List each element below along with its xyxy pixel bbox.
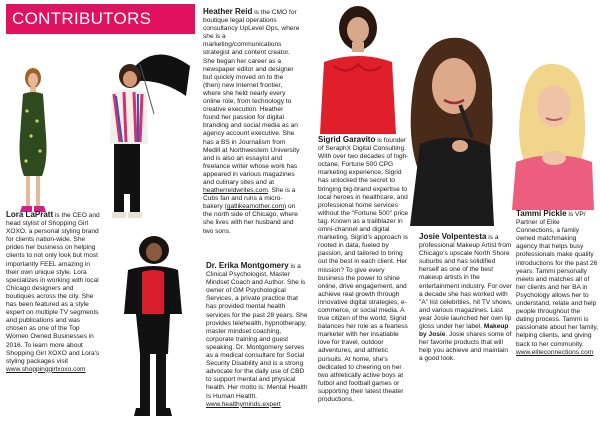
contributor-text: . Josie shares some of her favorite products that will help you achieve and maintain a good look.: [419, 331, 512, 363]
contributor-text: is a Clinical Psychologist, Master Mindset Coach and Author. She is owner of GM Psychological Services, a private practice that has provided mental health services for the past 28 years. She provides telehealth, hypnotherapy, master mindset coaching, corporate training and guest speaking. Dr. Montgomery serves as a medical consultant for Social Security Disability and is a strong advocate for the daily use of CBD to support mental and physical health. Her motto is: Mental Health Is Human Health.: [206, 263, 308, 400]
contributor-bio-tammi: [516, 210, 598, 420]
contributor-bio-josie: [419, 233, 513, 403]
contributor-photo-tammi: [508, 62, 596, 210]
contributor-name: Sigrid Garavito: [318, 136, 376, 144]
contributor-bio-heather: [203, 8, 301, 244]
contributor-photo-heather: [94, 44, 192, 220]
contributor-bio-lora: [6, 211, 102, 411]
contributor-photo-erika: [112, 236, 194, 420]
contributor-name: Josie Volpentesta: [419, 233, 487, 241]
contributor-link[interactable]: www.healthyminds.expert: [206, 400, 281, 408]
contributor-name: Lora LaPratt: [6, 211, 54, 219]
contributor-link[interactable]: www.eliteconnections.com: [516, 348, 594, 356]
contributor-text: is VP/ Partner of Elite Connections, a family owned matchmaking agency that helps busy professionals make quality introductions for the past 26 years. Tammi personally meets and matches all of her clients and her BA in Psychology allows her to understand, relate and help people throughout the dating process. Tammi is passionate about her family, helping clients, and giving back to her community.: [516, 211, 598, 348]
contributor-text: is the CMO for boutique legal operations consultancy UpLevel Ops, where she is a marketing/communications strategist and content creator. She began her career as a newspaper editor and designer but quickly moved on to the (then) new Internet frontier, where she held nearly every online role, from technology to creative execution. Heather found her passion for digital branding and social media as an agency account executive. She has a BS in Journalism from Medill at Northwestern University and is also an essayist and freelance writer whose work has appeared in various magazines and culinary sites and at: [203, 9, 300, 186]
contributor-text: is the CEO and head stylist of Shopping Girl XOXO, a personal styling brand for clients nation-wide. She prides her business on helping clients to not only look but most importantly FEEL amazing in their own unique style. Lora specializes in working with local Chicago designers and boutiques across the city. She has been featured as a style expert on multiple TV segments and publications and was chosen as one of the Top Women Owned Businesses in 2016. To learn more about Shopping Girl XOXO and Lora's styling packages visit: [6, 212, 100, 365]
contributor-name: Tammi Pickle: [516, 210, 567, 218]
contributor-text: is a professional Makeup Artist from Chicago's upscale North Shore suburbs and has solidified herself as one of the best makeup artists in the entertainment industry. For over a decade she has worked with "A" list celebrities, hit TV shows, and various magazines. Last year Josie launched her own lip gloss under her label,: [419, 234, 513, 331]
contributor-photo-lora: [12, 66, 54, 216]
contributor-text: . She is a Cubs fan and runs a micro-bakery (: [203, 187, 296, 211]
contributor-name: Heather Reid: [203, 8, 253, 16]
contributor-bio-sigrid: [318, 136, 412, 420]
contributor-link[interactable]: www.shoppinggirlxoxo.com: [6, 365, 86, 373]
product-name: Makeup by Josie: [419, 323, 509, 339]
contributor-photo-josie: [404, 34, 500, 226]
contributor-link[interactable]: heatherreidwrites.com: [203, 187, 268, 195]
contributor-name: Dr. Erika Montgomery: [206, 262, 289, 270]
contributor-text: is founder of SeraphX Digital Consulting. With over two decades of high-octane, Fortune 500 CPG marketing experience, Sigrid has unlocked the secret to bringing big-brand expertise to local heroes in healthcare, and professional home services without the "Fortune 500" price tag. Known as a trailblazer in omni-channel and digital marketing, Sigrid's approach is rooted in data, fueled by passion, and tailored to bring out the best in each client. Her mission? To give every business the power to shine online, drive engagement, and achieve real growth through innovative digital strategies, e-commerce, or social media. A true citizen of the world, Sigrid balances her role as a fearless marketer with her insatiable love for travel, outdoor adventures, and athletic pursuits. At home, she's dedicated to cheering on her two athletically active boys at futbol and football games or supporting their latest theater productions.: [318, 137, 409, 403]
contributor-bio-erika: [206, 262, 310, 422]
contributor-link[interactable]: gatlikeamother.com: [226, 203, 285, 211]
contributor-text: ) on the north side of Chicago, where she lives with her husband and two sons.: [203, 203, 298, 235]
contributor-photo-sigrid: [318, 6, 398, 134]
page-title: CONTRIBUTORS: [6, 4, 195, 34]
